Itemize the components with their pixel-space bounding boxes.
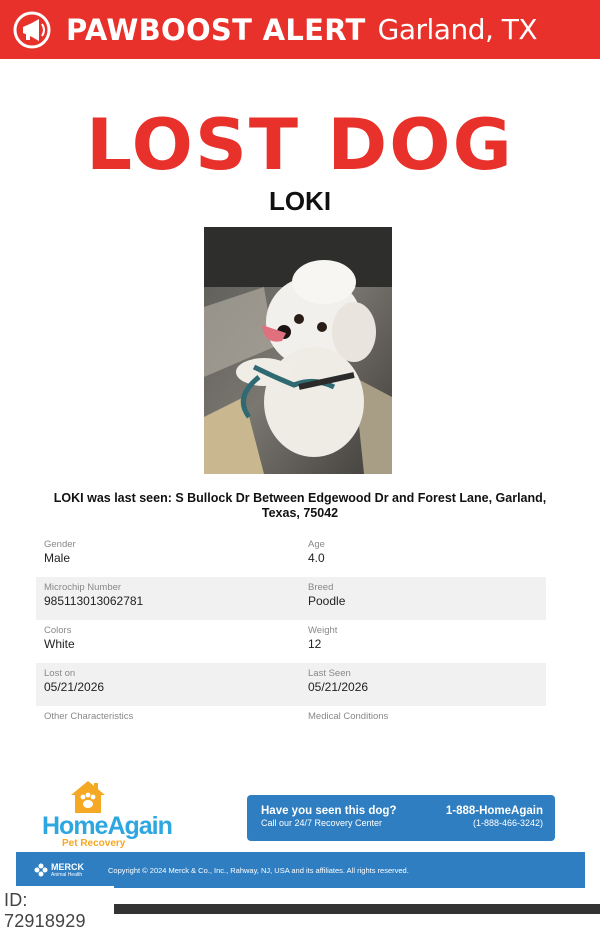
breed-value: Poodle (308, 594, 346, 608)
colors-value: White (44, 637, 75, 651)
cta-question: Have you seen this dog? (261, 805, 397, 817)
lost-on-label: Lost on (44, 668, 76, 679)
microchip-cell (36, 582, 300, 620)
gender-cell (36, 539, 300, 577)
age-value: 4.0 (308, 551, 325, 565)
pet-name: LOKI (268, 186, 332, 216)
colors-cell (36, 625, 300, 663)
other-characteristics-label: Other Characteristics (44, 711, 134, 722)
details-row (36, 706, 546, 749)
merck-emblem-icon (34, 863, 48, 877)
weight-label: Weight (308, 625, 338, 636)
details-row (36, 577, 546, 620)
details-row (36, 620, 546, 663)
pet-details (36, 534, 546, 749)
gender-value: Male (44, 551, 71, 565)
lost-dog-headline: LOST DOG (86, 104, 514, 186)
weight-cell (300, 625, 546, 663)
last-seen-value: 05/21/2026 (308, 680, 369, 694)
house-paw-icon (70, 780, 106, 814)
cta-phone-numeric: (1-888-466-3242) (472, 818, 543, 828)
medical-cell (300, 711, 546, 749)
homeagain-wordmark: HomeAgain (42, 812, 172, 840)
dog-photo (204, 227, 392, 474)
alert-header (0, 0, 600, 59)
microchip-value: 985113013062781 (44, 594, 144, 608)
colors-label: Colors (44, 625, 72, 636)
lost-on-cell (36, 668, 300, 706)
megaphone-icon (12, 10, 52, 50)
merck-logo (34, 862, 108, 878)
footer-bar (16, 852, 585, 888)
last-seen-cell (300, 668, 546, 706)
cta-phone[interactable]: 1-888-HomeAgain (445, 805, 543, 817)
last-seen-location: LOKI was last seen: S Bullock Dr Between Edgewood Dr and Forest Lane, Garland, Texas, 75042 (53, 491, 547, 520)
breed-cell (300, 582, 546, 620)
merck-sub: Animal Health (51, 872, 83, 878)
other-cell (36, 711, 300, 749)
copyright-text: Copyright © 2024 Merck & Co., Inc., Rahway, NJ, USA and its affiliates. All rights reserved. (108, 865, 409, 875)
details-row (36, 534, 546, 577)
cta-subtext: Call our 24/7 Recovery Center (261, 818, 383, 828)
microchip-label: Microchip Number (44, 582, 122, 593)
age-label: Age (308, 539, 325, 550)
breed-label: Breed (308, 582, 334, 593)
merck-name: MERCK (51, 862, 84, 872)
gender-label: Gender (44, 539, 76, 550)
brand-title: PAWBOOST ALERT (66, 12, 366, 47)
recovery-cta-banner[interactable] (247, 795, 555, 841)
flyer-id: ID: 72918929 (0, 886, 114, 914)
medical-conditions-label: Medical Conditions (308, 711, 389, 722)
lost-on-value: 05/21/2026 (44, 680, 105, 694)
last-seen-label: Last Seen (308, 668, 351, 679)
alert-city: Garland, TX (377, 13, 538, 46)
weight-value: 12 (308, 637, 322, 651)
homeagain-subtitle: Pet Recovery (62, 838, 126, 849)
homeagain-logo (42, 780, 182, 850)
details-row (36, 663, 546, 706)
age-cell (300, 539, 546, 577)
bottom-bar (114, 904, 600, 914)
